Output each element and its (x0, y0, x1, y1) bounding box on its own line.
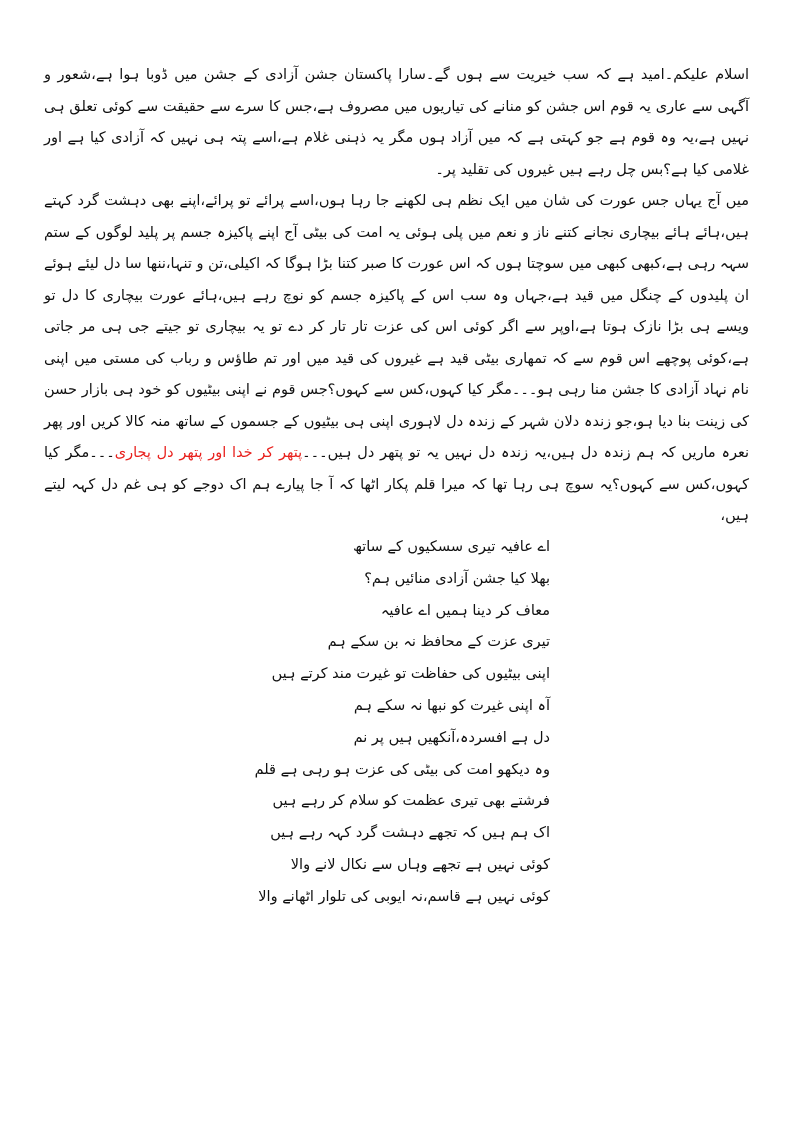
poem-line: معاف کر دینا ہمیں اے عافیہ (380, 602, 550, 619)
poem-line: تیری عزت کے محافظ نہ بن سکے ہم (327, 634, 550, 651)
poem-line: بھلا کیا جشن آزادی منائیں ہم؟ (364, 570, 550, 587)
poem-line: کوئی نہیں ہے تجھے وہاں سے نکال لانے والا (290, 856, 550, 873)
main-paragraph (44, 186, 749, 533)
main-paragraph-tail: ۔۔۔مگر کیا کہوں،کس سے کہوں؟یہ سوچ ہی رہا تھا کہ میرا قلم پکار اٹھا کہ آ جا پیارے ہم اک دوجے کو ہی غم دل کہہ لیتے ہیں، (44, 445, 749, 524)
poem-line: فرشتے بھی تیری عظمت کو سلام کر رہے ہیں (272, 793, 550, 810)
poem-line: اپنی بیٹیوں کی حفاظت تو غیرت مند کرتے ہیں (271, 666, 550, 683)
poem (150, 532, 550, 914)
highlighted-phrase: پتھر کر خدا اور پتھر دل پجاری (114, 445, 303, 461)
poem-line: دل ہے افسردہ،آنکھیں ہیں پر نم (353, 729, 550, 746)
poem-line: اک ہم ہیں کہ تجھے دہشت گرد کہہ رہے ہیں (270, 825, 550, 842)
poem-line: کوئی نہیں ہے قاسم،نہ ایوبی کی تلوار اٹھانے والا (258, 888, 550, 905)
poem-line: وہ دیکھو امت کی بیٹی کی عزت ہو رہی ہے قلم (254, 761, 550, 778)
poem-line: آہ اپنی غیرت کو نبھا نہ سکے ہم (353, 697, 550, 714)
main-paragraph-text: میں آج یہاں جس عورت کی شان میں ایک نظم ہی لکھنے جا رہا ہوں،اسے پرائے تو پرائے،اپنے بھی دہشت گرد کہتے ہیں،ہائے ہائے بیچاری نجانے کتنے ناز و نعم میں پلی ہوئی یہ امت کی بیٹی آج اپنے پاکیزہ جسم پر پلید لوگوں کے ستم سہہ رہی ہے،کبھی کبھی میں سوچتا ہوں کہ اس عورت کا صبر کتنا بڑا ہوگا کہ اکیلی،تن و تنہا،ننھا سا دل لیئے ہوئے ان پلیدوں کے چنگل میں قید ہے،جہاں وہ سب اس کے پاکیزہ جسم کو نوچ رہے ہیں،ہائے عورت بیچاری کا دل تو ویسے ہی بڑا نازک ہوتا ہے،اوپر سے اگر کوئی اس کی عزت تار تار کر دے تو یہ بیچاری تو جیتے جی ہی مر جاتی ہے،کوئی پوچھے اس قوم سے کہ تمھاری بیٹی قید ہے غیروں کی قید میں اور تم طاؤس و رباب کی مستی میں اپنی نام نہاد آزادی کا جشن منا رہی ہو۔۔۔مگر کیا کہوں،کس سے کہوں؟جس قوم نے اپنی بیٹیوں کو خود ہی بازار حسن کی زینت بنا دیا ہو،جو زندہ دلان شہر کے زندہ دل لاہوری اپنی ہی بیٹیوں کے جسموں کے ساتھ منہ کالا کریں اور پھر نعرہ ماریں کہ ہم زندہ دل ہیں،یہ زندہ دل نہیں یہ تو پتھر دل ہیں۔۔۔ (44, 193, 749, 461)
intro-paragraph: اسلام علیکم۔امید ہے کہ سب خیریت سے ہوں گے۔سارا پاکستان جشن آزادی کے جشن میں ڈوبا ہوا ہے،شعور و آگہی سے عاری یہ قوم اس جشن کو منانے کی تیاریوں میں مصروف ہے،جس کا سرے سے حقیقت سے کوئی تعلق ہی نہیں ہے،یہ وہ قوم ہے جو کہتی ہے کہ میں آزاد ہوں مگر یہ ذہنی غلام ہے،اسے پتہ ہی نہیں کہ آزادی کیا ہے اور غلامی کیا ہے؟بس چل رہے ہیں غیروں کی تقلید پر۔ (44, 67, 749, 178)
poem-line: اے عافیہ تیری سسکیوں کے ساتھ (353, 539, 550, 555)
prose-body (44, 60, 749, 533)
